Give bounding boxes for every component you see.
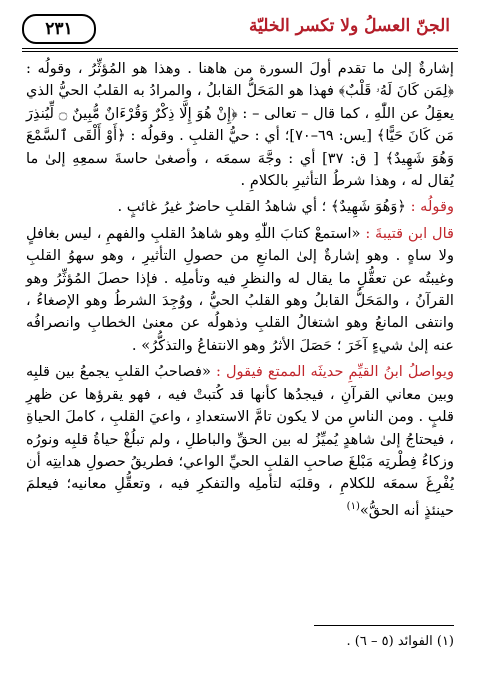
running-title: الجنّ العسلُ ولا تكسر الخليّة [249,16,450,36]
paragraph-4-lead: ويواصلُ ابنُ القيِّمِ حديثَه الممتع فيقول : [215,363,455,381]
paragraph-3-text: «استمعْ كتابَ اللّٰهِ وهو شاهدُ القلبِ والفهمِ ، ليس بغافلٍ ولا ساهٍ . وهو إشارةٌ إلىٰ المانعِ من حصولِ التأثيرِ ، وهو سهوُ القلبِ وغيبتُه عن تعقُّلِ ما يقال له والنظرِ فيه وتأملِه . فإذا حصلَ المُؤثِّرُ وهو القرآنُ ، والمَحَلُّ القابلُ وهو القلبُ الحيُّ ، ووُجِدَ الشرطُ وهو الإصغاءُ ، وانتفى المانعُ وهو اشتغالُ القلبِ وذهولُه عن معنىٰ الخطابِ وانصرافُه عنه إلىٰ شيءٍ آخَرَ ؛ حَصَلَ الأثرُ وهو الانتفاعُ والتذكُّرُ» . [26,224,454,354]
header-rule-thin [22,51,458,52]
paragraph-4 [26,361,454,522]
paragraph-3 [26,223,454,357]
page-number: ٢٣١ [22,14,96,44]
body-text [26,58,454,522]
paragraph-2-lead: وقولُه : [410,198,454,216]
footnote-mark[interactable]: (١) [346,500,360,512]
paragraph-1-text: إشارةٌ إلىٰ ما تقدم أولَ السورة من هاهنا . وهذا هو المُؤثِّرُ ، وقولُه : ﴿لِمَن كَانَ لَهُۥ قَلْبٌ﴾ فهذا هو المَحَلُّ القابلُ ، والمرادُ به القلبُ الحيُّ الذي يعقِلُ عن اللّٰهِ ، كما قال – تعالى – : ﴿إِنْ هُوَ إِلَّا ذِكْرٌ وَقُرْءَانٌ مُّبِينٌ ۝ لِّيُنذِرَ مَن كَانَ حَيًّا﴾ [يس: ٦٩–٧٠]؛ أي : حيُّ القلبِ . وقولُه : ﴿أَوْ أَلْقَى ٱلسَّمْعَ وَهُوَ شَهِيدٌ﴾ [ ق: ٣٧] أي : وجَّهَ سمعَه ، وأصغىٰ حاسةَ سمعِهِ إلىٰ ما يُقال له ، وهذا شرطُ التأثيرِ بالكلامِ . [26,60,455,190]
page-header [22,10,458,50]
paragraph-1 [26,58,454,192]
footnote-rule [314,625,454,626]
paragraph-2-text: ﴿وَهُوَ شَهِيدٌ﴾ ؛ أي شاهدُ القلبِ حاضرٌ غيرُ غائبٍ . [117,198,406,216]
footnote: (١) الفوائد (٥ – ٦) . [346,634,454,649]
paragraph-2 [26,196,454,218]
header-rule [22,48,458,49]
paragraph-3-lead: قال ابن قتيبةَ : [365,224,454,242]
paragraph-4-text: «فصاحبُ القلبِ يجمعُ بين قلبِه وبين معاني القرآنِ ، فيجدُها كأنها قد كُتبتْ فيه ، فهو يقرؤها عن ظهرِ قلبٍ . ومن الناسِ من لا يكون تامَّ الاستعدادِ ، واعيَ القلبِ ، كاملَ الحياةِ ، فيحتاجُ إلىٰ شاهدٍ يُميِّزُ له بين الحقِّ والباطلِ ، ولم تبلُغْ حياةُ قلبِه ونورُه وزكاءُ فِطْرتِه مَبْلغَ صاحبِ القلبِ الحيِّ الواعي؛ فطريقُ حصولِ هدايتِه أن يُفْرِغَ سمعَه للكلامِ ، وقلبَه لتأملِه والتفكرِ فيه ، وتعقُّلِ معانيه؛ فيعلمَ حينئذٍ أنه الحقُّ» [26,363,454,519]
